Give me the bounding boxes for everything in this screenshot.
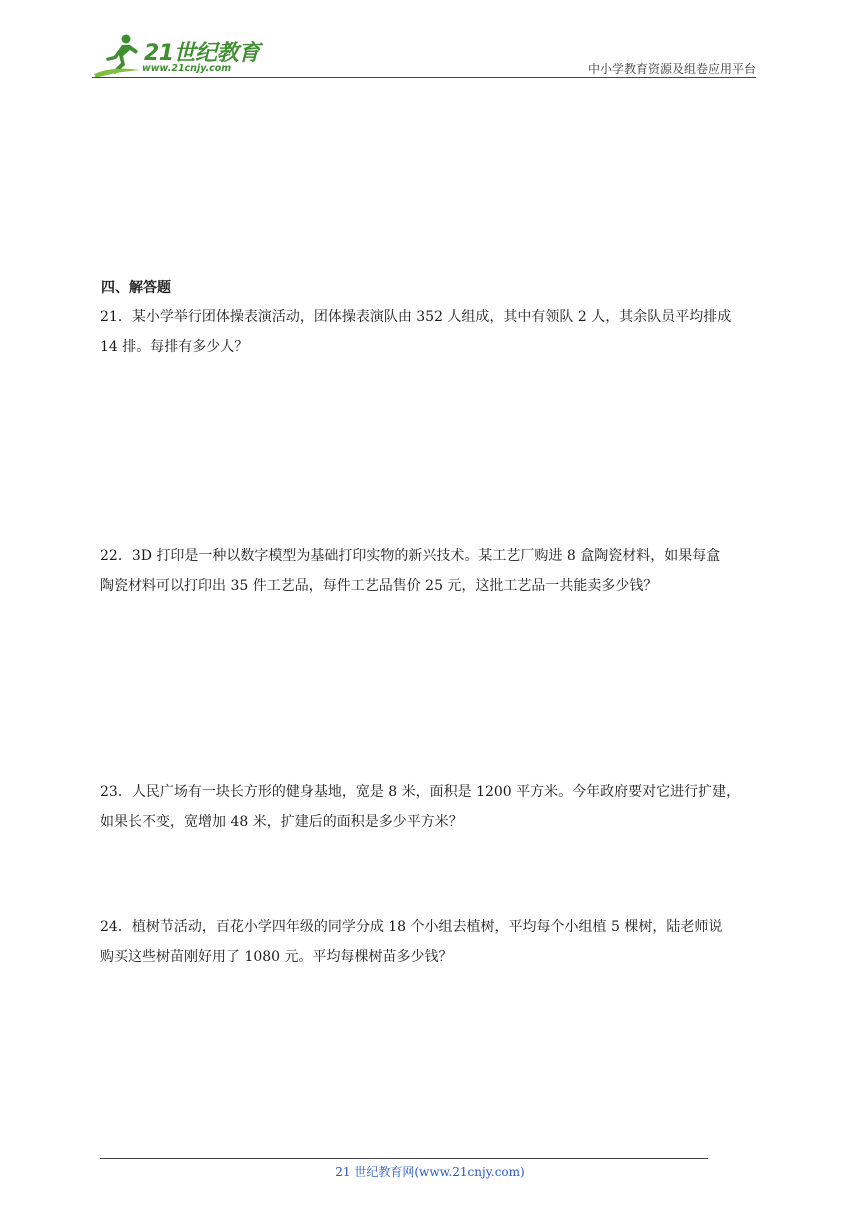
footer-link[interactable]: 21 世纪教育网(www.21cnjy.com) — [335, 1165, 525, 1179]
question-text-line: 如果长不变，宽增加 48 米，扩建后的面积是多少平方米？ — [100, 814, 463, 830]
logo-wordmark: 21世纪教育 — [144, 41, 260, 66]
question-text-line: 14 排。每排有多少人？ — [100, 339, 249, 355]
runner-icon — [92, 32, 144, 80]
header-tagline: 中小学教育资源及组卷应用平台 — [587, 62, 756, 76]
header-divider — [92, 77, 756, 78]
question-text-line: 23．人民广场有一块长方形的健身基地，宽是 8 米，面积是 1200 平方米。今年政府要对它进行扩建， — [100, 784, 741, 800]
question-23 — [100, 777, 765, 837]
logo-url: www.21cnjy.com — [142, 63, 232, 74]
footer-divider — [100, 1158, 708, 1159]
section-title: 四、解答题 — [101, 280, 171, 296]
question-21 — [100, 302, 765, 362]
page-header — [0, 0, 860, 90]
question-24 — [100, 912, 765, 972]
question-text-line: 陶瓷材料可以打印出 35 件工艺品，每件工艺品售价 25 元，这批工艺品一共能卖多少钱？ — [100, 578, 658, 594]
site-logo[interactable] — [92, 32, 262, 80]
question-text-line: 22．3D 打印是一种以数字模型为基础打印实物的新兴技术。某工艺厂购进 8 盒陶瓷材料，如果每盒 — [100, 548, 721, 564]
question-text-line: 24．植树节活动，百花小学四年级的同学分成 18 个小组去植树，平均每个小组植 5 棵树，陆老师说 — [100, 919, 723, 935]
question-text-line: 购买这些树苗刚好用了 1080 元。平均每棵树苗多少钱？ — [100, 949, 453, 965]
question-22 — [100, 541, 765, 601]
question-text-line: 21．某小学举行团体操表演活动，团体操表演队由 352 人组成，其中有领队 2 人，其余队员平均排成 — [100, 309, 732, 325]
